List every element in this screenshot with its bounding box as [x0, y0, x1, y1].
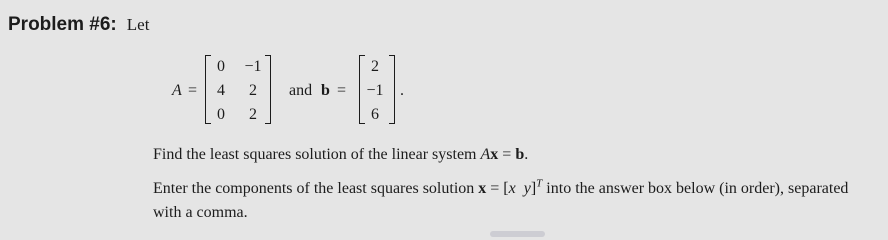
problem-number-label: Problem #6:: [8, 14, 117, 35]
problem-intro-text: Let: [126, 15, 150, 34]
matrix-A-right-bracket: [265, 55, 271, 124]
matrix-A-equals: =: [188, 82, 198, 99]
transpose-superscript: T: [536, 177, 543, 190]
find-b-symbol: b: [515, 146, 525, 163]
vector-b-equals: =: [337, 82, 347, 99]
partial-footer-text: [490, 231, 545, 237]
enter-y-var: y: [523, 180, 531, 197]
matrix-A-cell: −1: [244, 58, 262, 75]
vector-b-right-bracket: [389, 55, 395, 124]
find-instruction-text: Find the least squares solution of the linear system: [153, 146, 477, 163]
enter-x-var: x: [508, 180, 516, 197]
enter-close-bracket: ]: [530, 180, 537, 197]
enter-instruction-text: Enter the components of the least squares solution: [153, 180, 475, 197]
equation-period: .: [400, 82, 404, 99]
find-period: .: [524, 146, 529, 163]
connector-and: and: [289, 82, 313, 99]
matrix-A-symbol: A: [172, 82, 182, 99]
matrix-A-cell: 0: [217, 106, 225, 123]
find-x-symbol: x: [490, 146, 499, 163]
matrix-A-cell: 2: [249, 106, 257, 123]
find-equals: =: [502, 146, 512, 163]
enter-instruction-line2: with a comma.: [153, 204, 248, 221]
matrix-A-cell: 2: [249, 82, 257, 99]
vector-b-symbol: b: [321, 82, 330, 99]
vector-b-cell: −1: [366, 82, 384, 99]
matrix-A-cell: 0: [217, 58, 225, 75]
vector-b-cell: 2: [371, 58, 379, 75]
enter-instruction-suffix: into the answer box below (in order), separated: [546, 180, 849, 197]
find-instruction: [153, 146, 528, 164]
enter-equals: =: [490, 180, 500, 197]
vector-b-cell: 6: [371, 106, 379, 123]
enter-x-symbol: x: [478, 180, 487, 197]
problem-header: [8, 14, 149, 36]
enter-open-bracket: [: [503, 180, 509, 197]
matrix-A-cell: 4: [217, 82, 225, 99]
enter-instruction: [153, 177, 849, 198]
find-A-symbol: A: [480, 146, 491, 163]
